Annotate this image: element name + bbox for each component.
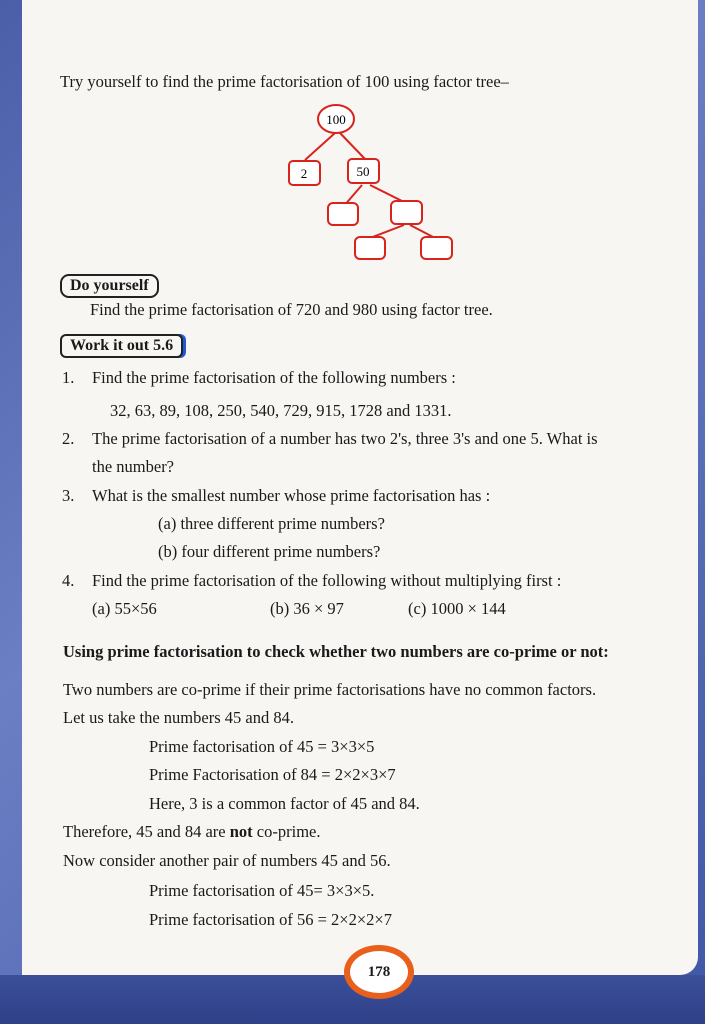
factorisation-45-b: Prime factorisation of 45= 3×3×5. [149,881,375,900]
tree-node-blank-4 [421,237,452,259]
q2-text-cont: the number? [92,457,175,476]
q4a-text: (a) 55×56 [92,599,157,618]
q1-numbers: 32, 63, 89, 108, 250, 540, 729, 915, 1728 and 1331. [110,401,452,420]
factorisation-56: Prime factorisation of 56 = 2×2×2×7 [149,910,392,929]
conclusion-part-1: Therefore, 45 and 84 are [63,822,230,841]
tree-node-2-label: 2 [300,166,308,181]
do-yourself-text: Find the prime factorisation of 720 and 980 using factor tree. [90,300,493,319]
q3-text: What is the smallest number whose prime factorisation has : [92,486,491,505]
section-heading: Using prime factorisation to check whether two numbers are co-prime or not: [63,642,609,661]
tree-node-50-label: 50 [356,164,370,179]
q4-text: Find the prime factorisation of the following without multiplying first : [92,571,562,590]
coprime-definition: Two numbers are co-prime if their prime factorisations have no common factors. [63,680,597,699]
tree-node-blank-2 [391,201,422,224]
tree-node-blank-3 [355,237,385,259]
q4-num: 4. [62,571,75,590]
work-it-out-badge: Work it out 5.6 [60,334,183,358]
conclusion-part-2: co-prime. [252,822,321,841]
q3b-text: (b) four different prime numbers? [158,542,381,561]
q4b-text: (b) 36 × 97 [270,599,344,618]
example-intro-1: Let us take the numbers 45 and 84. [63,708,294,727]
conclusion-not: not [229,822,253,841]
q2-num: 2. [62,429,75,448]
q4c-text: (c) 1000 × 144 [408,599,506,618]
common-factor-note: Here, 3 is a common factor of 45 and 84. [149,794,420,813]
q1-num: 1. [62,368,75,387]
q3a-text: (a) three different prime numbers? [158,514,385,533]
factorisation-84: Prime Factorisation of 84 = 2×2×3×7 [149,765,396,784]
factor-tree [0,95,705,375]
q2-text: The prime factorisation of a number has two 2's, three 3's and one 5. What is [92,429,598,448]
tree-node-blank-1 [328,203,358,225]
conclusion-not-coprime [63,822,320,842]
example-intro-2: Now consider another pair of numbers 45 and 56. [63,851,391,870]
page-number: 178 [344,945,414,999]
q1-text: Find the prime factorisation of the following numbers : [92,368,456,387]
tree-node-root-label: 100 [326,112,346,127]
factorisation-45-a: Prime factorisation of 45 = 3×3×5 [149,737,375,756]
intro-text: Try yourself to find the prime factorisation of 100 using factor tree– [60,72,509,91]
do-yourself-badge: Do yourself [60,274,159,298]
q3-num: 3. [62,486,75,505]
